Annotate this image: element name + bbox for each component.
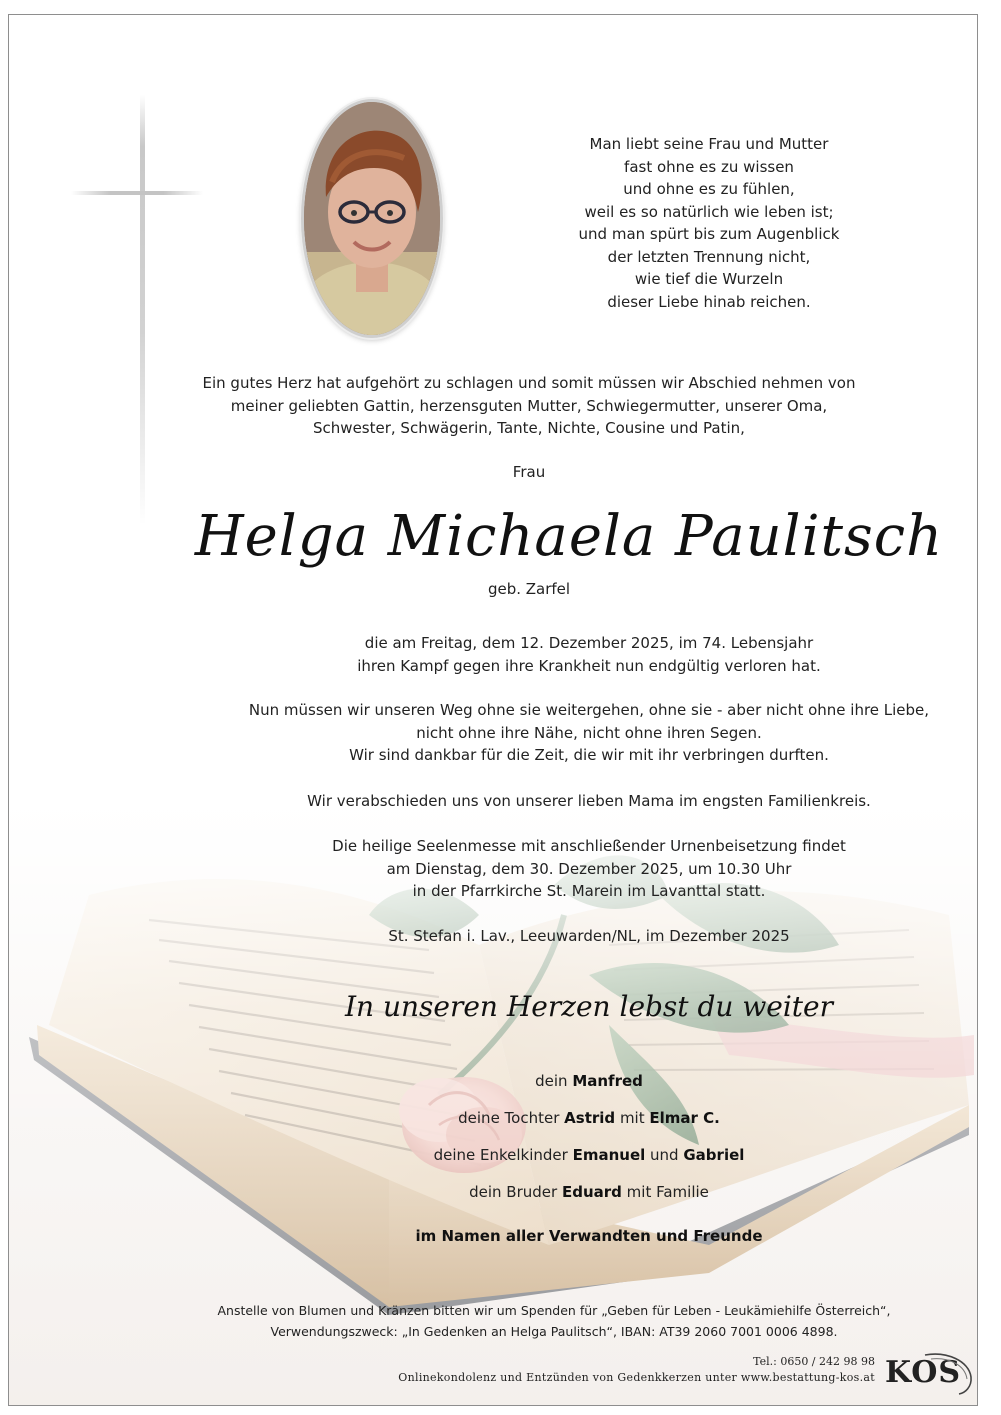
mass-info-line: am Dienstag, dem 30. Dezember 2025, um 10.30 Uhr [386,859,792,878]
intro-text [159,372,899,440]
swirl-icon [885,1351,975,1395]
place-date: St. Stefan i. Lav., Leeuwarden/NL, im Dezember 2025 [388,927,790,945]
cross-vertical-beam [140,95,145,525]
poem-line: fast ohne es zu wissen [624,157,794,176]
mourner-name: Eduard [561,1183,622,1201]
mourner-name: Astrid [564,1109,616,1127]
poem-line: Man liebt seine Frau und Mutter [589,135,829,153]
intro-line: Schwester, Schwägerin, Tante, Nichte, Cousine und Patin, [313,419,745,437]
death-notice-line: die am Freitag, dem 12. Dezember 2025, im 74. Lebensjahr [364,634,814,652]
death-notice-line: ihren Kampf gegen ihre Krankheit nun endgültig verloren hat. [357,656,821,675]
poem [544,133,874,313]
mourner-husband [309,1070,869,1092]
way-text-line: Nun müssen wir unseren Weg ohne sie weitergehen, ohne sie - aber nicht ohne ihre Liebe, [248,701,930,719]
all-relatives: im Namen aller Verwandten und Freunde [415,1227,763,1245]
mourner-joiner: und [650,1146,679,1164]
deceased-name: Helga Michaela Paulitsch [194,504,944,569]
mourner-partner: Elmar C. [649,1109,720,1127]
mourner-suffix: mit Familie [626,1183,709,1201]
farewell-text: Wir verabschieden uns von unserer lieben Mama im engsten Familienkreis. [307,792,871,810]
poem-line: weil es so natürlich wie leben ist; [584,202,834,221]
mourner-prefix: dein Bruder [469,1183,558,1201]
mourner-name: Emanuel [572,1146,646,1164]
donation-notice [159,1300,949,1342]
portrait-photo [301,99,443,338]
death-notice [269,632,909,677]
mourner-brother [309,1181,869,1203]
birth-name: geb. Zarfel [487,580,571,598]
mourner-prefix: deine Tochter [458,1109,560,1127]
mourner-prefix: dein [535,1072,568,1090]
intro-line: Ein gutes Herz hat aufgehört zu schlagen und somit müssen wir Abschied nehmen von [202,374,856,392]
mass-info-line: Die heilige Seelenmesse mit anschließender Urnenbeisetzung findet [332,837,846,855]
kos-logo [885,1351,975,1395]
mourner-grandchildren [309,1144,869,1166]
logo-text: KOS [885,1355,962,1390]
mourner-joiner: mit [619,1109,645,1127]
mass-info [259,835,919,903]
way-text-line: Wir sind dankbar für die Zeit, die wir mit ihr verbringen durften. [349,746,829,764]
mourner-name: Gabriel [683,1146,745,1164]
donation-line: Anstelle von Blumen und Kränzen bitten wir um Spenden für „Geben für Leben - Leukämiehilfe Österreich“, [217,1303,891,1318]
cross-horizontal-beam [71,191,203,195]
motto: In unseren Herzen lebst du weiter [344,990,834,1023]
donation-line: Verwendungszweck: „In Gedenken an Helga Paulitsch“, IBAN: AT39 2060 7001 0006 4898. [270,1324,838,1339]
salutation: Frau [512,463,546,481]
footer-phone: Tel.: 0650 / 242 98 98 [753,1355,875,1368]
poem-line: und man spürt bis zum Augenblick [578,225,840,243]
poem-line: wie tief die Wurzeln [634,270,784,288]
mass-info-line: in der Pfarrkirche St. Marein im Lavanttal statt. [412,882,766,900]
poem-line: und ohne es zu fühlen, [623,180,795,198]
footer-online-condolence: Onlinekondolenz und Entzünden von Gedenkkerzen unter www.bestattung-kos.at [398,1371,875,1384]
poem-line: der letzten Trennung nicht, [607,247,811,266]
poem-line: dieser Liebe hinab reichen. [607,292,811,311]
obituary-frame [8,14,978,1406]
mourner-prefix: deine Enkelkinder [433,1146,568,1164]
way-text [209,699,969,767]
portrait-illustration [304,102,440,335]
intro-line: meiner geliebten Gattin, herzensguten Mutter, Schwiegermutter, unserer Oma, [230,396,828,415]
way-text-line: nicht ohne ihre Nähe, nicht ohne ihren Segen. [416,723,762,742]
mourner-name: Manfred [572,1072,643,1090]
mourner-daughter [309,1107,869,1129]
